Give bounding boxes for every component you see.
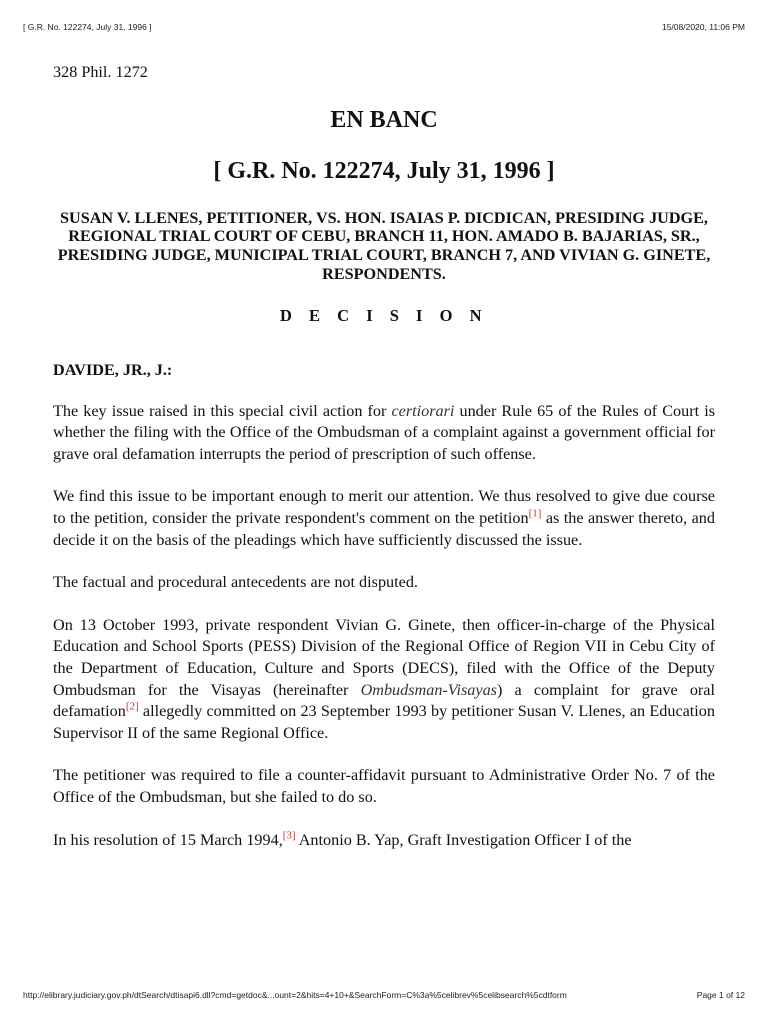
text-run: The key issue raised in this special civil action for xyxy=(53,401,392,420)
footnote-link[interactable]: [3] xyxy=(282,829,296,842)
text-run: In his resolution of 15 March 1994, xyxy=(53,830,283,849)
case-parties: SUSAN V. LLENES, PETITIONER, VS. HON. ISAIAS P. DICDICAN, PRESIDING JUDGE, REGIONAL TRIAL COURT OF CEBU, BRANCH 11, HON. AMADO B. BAJARIAS, SR., PRESIDING JUDGE, MUNICIPAL TRIAL COURT, BRANCH 7, AND VIVIAN G. GINETE, RESPONDENTS. xyxy=(57,208,711,283)
paragraph xyxy=(53,830,715,852)
citation: 328 Phil. 1272 xyxy=(53,63,148,81)
italic-term: Ombudsman-Visayas xyxy=(360,680,497,699)
paragraph: The petitioner was required to file a counter-affidavit pursuant to Administrative Order No. 7 of the Office of the Ombudsman, but she failed to do so. xyxy=(53,766,715,806)
print-header-title: [ G.R. No. 122274, July 31, 1996 ] xyxy=(23,22,152,32)
text-run: ) a complaint for grave oral defamation xyxy=(53,680,715,721)
paragraph: The factual and procedural antecedents are not disputed. xyxy=(53,573,418,592)
print-footer xyxy=(23,990,745,1000)
print-header-datetime: 15/08/2020, 11:06 PM xyxy=(661,22,745,32)
page-number: Page 1 of 12 xyxy=(696,990,745,1000)
decision-heading: D E C I S I O N xyxy=(280,306,488,326)
text-run: Antonio B. Yap, Graft Investigation Officer I of the xyxy=(295,830,632,849)
paragraph xyxy=(53,401,715,466)
ponente: DAVIDE, JR., J.: xyxy=(53,361,173,379)
text-run: We find this issue to be important enough to merit our attention. We thus resolved to give due course to the petition, consider the private respondent's comment on the petition xyxy=(53,487,715,527)
paragraph xyxy=(53,486,715,551)
document-content xyxy=(53,62,715,872)
division-heading: EN BANC xyxy=(330,106,438,133)
italic-term: certiorari xyxy=(391,401,455,420)
print-header xyxy=(23,22,745,32)
text-run: On 13 October 1993, private respondent Vivian G. Ginete, then officer-in-charge of the Physical Education and School Sports (PESS) Division of the Regional Office of Region VII in Cebu City of the Department of Education, Culture and Sports (DECS), filed with the Office of the Deputy Ombudsman for the Visayas (hereinafter xyxy=(53,615,715,699)
text-run: as the answer thereto, and decide it on the basis of the pleadings which have sufficiently discussed the issue. xyxy=(53,508,715,549)
footnote-link[interactable]: [1] xyxy=(528,507,542,520)
text-run: allegedly committed on 23 September 1993 by petitioner Susan V. Llenes, an Education Supervisor II of the same Regional Office. xyxy=(53,702,715,742)
text-run: under Rule 65 of the Rules of Court is whether the filing with the Office of the Ombudsman of a complaint against a government official for grave oral defamation interrupts the period of prescription of such offense. xyxy=(53,401,715,463)
paragraph xyxy=(53,615,715,745)
case-number-heading: [ G.R. No. 122274, July 31, 1996 ] xyxy=(213,157,555,184)
source-url: http://elibrary.judiciary.gov.ph/dtSearch/dtisapi6.dll?cmd=getdoc&...ount=2&hits=4+10+&SearchForm=C%3a%5celibrev%5celibsearch%5cdtform xyxy=(23,990,567,1000)
footnote-link[interactable]: [2] xyxy=(125,700,139,713)
